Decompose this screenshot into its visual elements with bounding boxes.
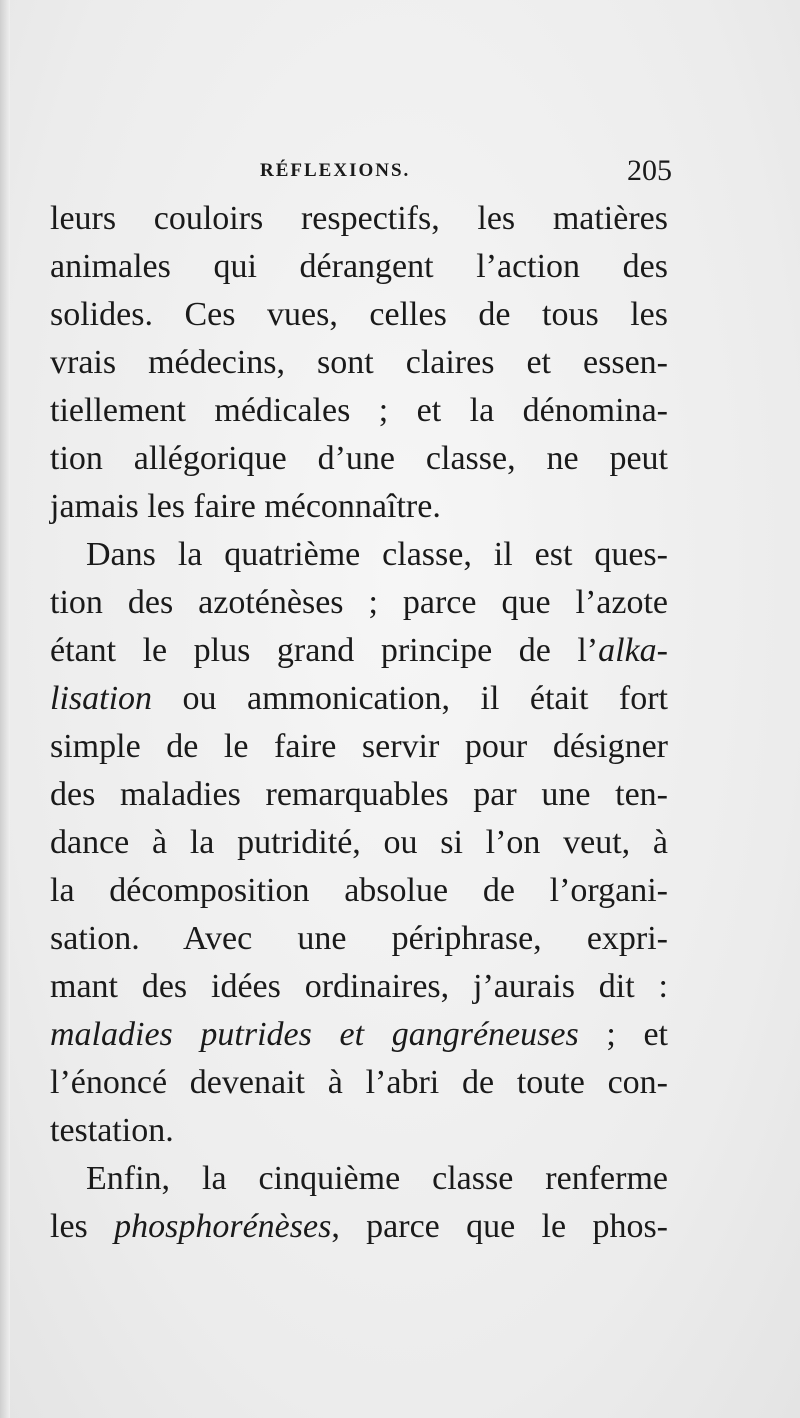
text-segment: étant le plus grand principe de l’ [50,632,599,669]
text-line [50,1011,668,1059]
text-line: tiellement médicales ; et la dénomina- [50,392,668,429]
page-number: 205 [627,154,672,187]
text-line: des maladies remarquables par une ten- [50,776,668,813]
text-line: mant des idées ordinaires, j’aurais dit : [50,968,668,1005]
text-line: jamais les faire méconnaître. [50,488,441,525]
text-line: solides. Ces vues, celles de tous les [50,296,668,333]
text-line: leurs couloirs respectifs, les matières [50,200,668,237]
text-line: sation. Avec une périphrase, expri- [50,920,668,957]
text-line: vrais médecins, sont claires et essen- [50,344,668,381]
text-line: l’énoncé devenait à l’abri de toute con- [50,1064,668,1101]
text-line [50,675,668,723]
text-line-paragraph-start: Enfin, la cinquième classe renferme [86,1160,668,1197]
italic-term: alka- [598,632,668,669]
text-line: tion des azoténèses ; parce que l’azote [50,584,668,621]
text-line: testation. [50,1112,174,1149]
text-line [50,627,668,675]
text-line: animales qui dérangent l’action des [50,248,668,285]
text-segment: ou ammonication, il était fort [152,680,668,717]
text-segment: les [50,1208,115,1245]
text-line [50,1203,668,1251]
text-segment: , parce que le phos- [331,1208,668,1245]
text-line-paragraph-start: Dans la quatrième classe, il est ques- [86,536,668,573]
text-line: la décomposition absolue de l’organi- [50,872,668,909]
text-segment: ; et [578,1016,669,1053]
text-line: dance à la putridité, ou si l’on veut, à [50,824,668,861]
body-text [50,195,668,1251]
page-edge-shadow [0,0,10,1418]
page-header [50,154,672,194]
text-line: tion allégorique d’une classe, ne peut [50,440,668,477]
running-head: RÉFLEXIONS. [260,160,411,181]
italic-term: phosphorénèses [114,1208,332,1245]
italic-term: lisation [50,680,153,717]
text-line: simple de le faire servir pour désigner [50,728,668,765]
italic-term: maladies putrides et gangréneuses [50,1016,579,1053]
